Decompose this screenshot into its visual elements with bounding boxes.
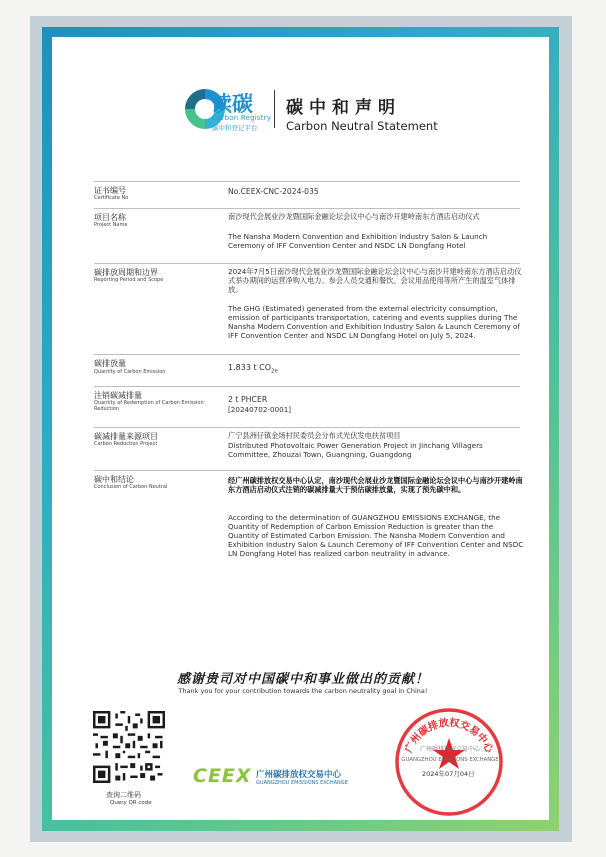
seal-company: 广州碳排放权交易中心 [419, 746, 480, 753]
field-conclusion [94, 470, 524, 571]
query-qr-code-icon[interactable] [93, 711, 165, 783]
label-cn: 碳排放周期和边界 [94, 268, 158, 277]
brand-name: 读碳 [211, 92, 253, 116]
label-en: Carbon Reduction Project [94, 441, 158, 447]
label-cn: 项目名称 [94, 213, 126, 222]
field-redemption [94, 386, 520, 427]
issue-date: 2024年07月04日 [422, 770, 475, 778]
emission-value: 1.833 t $CO_{2e}$ [228, 363, 278, 375]
thanks-cn: 感谢贵司对中国碳中和事业做出的贡献！ [176, 672, 429, 687]
label-en: Reporting Period and Scope [94, 277, 164, 283]
conclusion-value-cn: 经广州碳排放权交易中心认定，南沙现代会展业沙龙暨国际金融论坛会议中心与南沙开建岭南东方酒店启动仪式注销的碳减排量大于预估碳排放量，实现了预先碳中和。 [228, 476, 523, 494]
qr-label-cn: 查询二维码 [106, 791, 141, 799]
label-en: Quantity of Carbon Emission [94, 369, 166, 375]
brand-sub-cn: 碳中和登记平台 [212, 124, 258, 132]
brand-sub-en: Carbon Registry [212, 114, 272, 122]
label-cn: 碳减排量来源项目 [94, 432, 158, 441]
project-value-en: The Nansha Modern Convention and Exhibition Industry Salon & Launch Ceremony of IFF Convention Center and NSDC LN Dongfang Hotel [228, 232, 488, 250]
field-reporting-period [94, 263, 520, 356]
svg-text:广州碳排放权交易中心: 广州碳排放权交易中心 [403, 717, 495, 755]
field-reduction-project [94, 427, 520, 466]
label-cn: 注销碳减排量 [94, 391, 142, 400]
project-value-cn: 南沙现代会展业沙龙暨国际金融论坛会议中心与南沙开建岭南东方酒店启动仪式 [228, 212, 480, 221]
page-title-cn: 碳中和声明 [286, 98, 401, 118]
cert-no-value: No.CEEX-CNC-2024-035 [228, 187, 319, 196]
seal-company-en: GUANGZHOU EMISSIONS EXCHANGE [401, 757, 499, 763]
field-project-name [94, 208, 520, 259]
redemption-value: 2 t PHCER [228, 395, 268, 404]
label-en: Project Name [94, 222, 128, 228]
source-value-cn: 广宁县洲仔镇金场村民委员会分布式光伏发电扶贫项目 [228, 431, 401, 440]
label-cn: 证书编号 [94, 186, 126, 195]
redemption-id: [20240702-0001] [228, 405, 292, 414]
qr-label-en: Query QR code [110, 800, 152, 806]
label-cn: 碳中和结论 [94, 475, 134, 484]
conclusion-value-en: According to the determination of GUANGZHOU EMISSIONS EXCHANGE, the Quantity of Redemption of Carbon Emission Reduction is greater than the Quantity of Estimated Carbon Emission. The Nansha Modern Convention and Exhibition Industry Salon & Launch Ceremony of IFF Convention Center and NSDC LN Dongfang Hotel has realized carbon neutrality in advance. [228, 513, 524, 558]
period-value-cn: 2024年7月5日南沙现代会展业沙龙暨国际金融论坛会议中心与南沙开建岭南东方酒店启动仪式举办期间的运营净购入电力、参会人员交通和餐饮、会议用品使用等所产生的温室气体排放。 [228, 267, 522, 294]
period-value-en: The GHG (Estimated) generated from the external electricity consumption, emission of participants transportation, catering and events supplies during The Nansha Modern Convention and Exhibition Industry Salon & Launch Ceremony of IFF Convention Center and NSDC LN Dongfang Hotel on July 5, 2024. [228, 304, 520, 340]
page-title-en: Carbon Neutral Statement [286, 119, 438, 133]
header-divider [274, 90, 275, 128]
label-cn: 碳排放量 [94, 359, 126, 368]
field-carbon-emission [94, 354, 520, 383]
label-en: Conclusion of Carbon Neutral [94, 484, 168, 490]
source-value-en: Distributed Photovoltaic Power Generation Project in Jinchang Villagers Committee, Zhouzai Town, Guangning, Guangdong [228, 441, 483, 459]
exchange-name-en: GUANGZHOU EMISSIONS EXCHANGE [256, 780, 348, 786]
exchange-name-cn: 广州碳排放权交易中心 [256, 770, 342, 780]
field-cert-no [94, 181, 520, 205]
label-en: Quantity of Redemption of Carbon Emission Reduction [94, 400, 204, 412]
label-en: Certificate No [94, 195, 129, 201]
thanks-en: Thank you for your contribution towards the carbon neutrality goal in China! [178, 687, 428, 695]
ceex-logo: CEEX [193, 765, 252, 787]
